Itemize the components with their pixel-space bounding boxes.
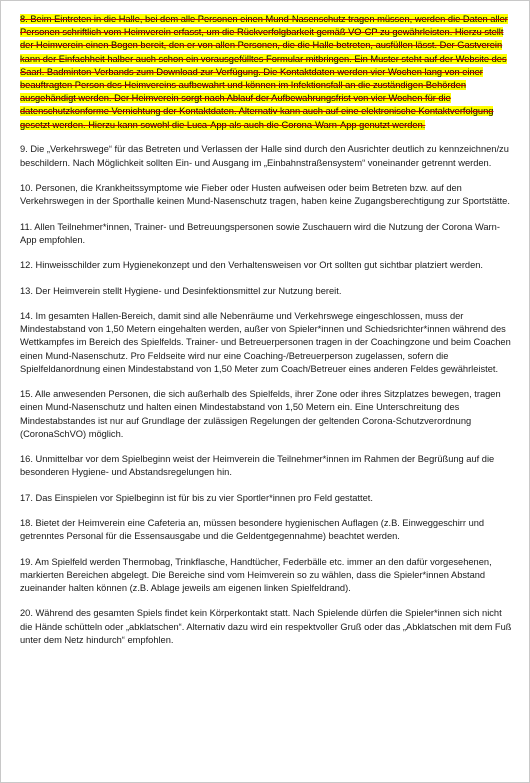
paragraph-15: 15. Alle anwesenden Personen, die sich außerhalb des Spielfelds, ihrer Zone oder ihres Sitzplatzes bewegen, tragen einen Mund-Nasenschutz und halten einen Mindestabstand von 1,50 Metern ein. Eine Unterschreitung des Mindestabstandes ist nur auf Grundlage der zulässigen Regelungen der geltenden Corona-Schutzverordnung (CoronaSchVO) möglich.	[20, 389, 501, 439]
paragraph-19: 19. Am Spielfeld werden Thermobag, Trinkflasche, Handtücher, Federbälle etc. immer an den dafür vorgesehenen, markierten Bereichen abgelegt. Die Bereiche sind vom Heimverein so zu wählen, dass die Spieler*innen Abstand zueinander halten können (z.B. Ablage jeweils am eigenen linken Spielfeldrand).	[20, 556, 492, 594]
document-body	[20, 13, 514, 659]
paragraph-17: 17. Das Einspielen vor Spielbeginn ist für bis zu vier Sportler*innen pro Feld gestattet.	[20, 492, 373, 503]
paragraph-11: 11. Allen Teilnehmer*innen, Trainer- und Betreuungspersonen sowie Zuschauern wird die Nutzung der Corona Warn-App empfohlen.	[20, 221, 500, 245]
paragraph-20: 20. Während des gesamten Spiels findet kein Körperkontakt statt. Nach Spielende dürfen die Spieler*innen sich nicht die Hände schütteln oder „abklatschen“. Alternativ dazu wird ein respektvoller Gruß oder das „Abklatschen mit dem Fuß unter dem Netz hindurch“ empfohlen.	[20, 608, 512, 645]
paragraph-13: 13. Der Heimverein stellt Hygiene- und Desinfektionsmittel zur Nutzung bereit.	[20, 285, 342, 296]
paragraph-12: 12. Hinweisschilder zum Hygienekonzept und den Verhaltensweisen vor Ort sollten gut sichtbar platziert werden.	[20, 260, 484, 271]
paragraph-18: 18. Bietet der Heimverein eine Cafeteria an, müssen besondere hygienischen Auflagen (z.B. Einweggeschirr und getrenntes Personal für die Essensausgabe und die Geldentgegennahme) beachtet werden.	[20, 518, 485, 542]
paragraph-8-text: 8. Beim Eintreten in die Halle, bei dem alle Personen einen Mund-Nasenschutz tragen müssen, werden die Daten aller Personen schriftlich vom Heimverein erfasst, um die Rückverfolgbarkeit gemäß VO-CP zu gewährleisten. Hierzu stellt der Heimverein einen Bogen bereit, den er von allen Personen, die die Halle betreten, ausfüllen lässt. Der Gastverein kann der Einfachheit halber auch schon ein vorausgefülltes Formular mitbringen. Ein Muster steht auf der Website des Saarl. Badminton-Verbands zum Download zur Verfügung. Die Kontaktdaten werden vier Wochen lang von einer beauftragten Person des Heimvereins aufbewahrt und können im Infektionsfall an die zuständigen Behörden ausgehändigt werden. Der Heimverein sorgt nach Ablauf der Aufbewahrungsfrist von vier Wochen für die datenschutzkonforme Vernichtung der Kontaktdaten. Alternativ kann auch auf eine elektronische Kontaktverfolgung gesetzt werden. Hierzu kann sowohl die Luca-App als auch die Corona-Warn-App genutzt werden.	[20, 14, 508, 130]
paragraph-9: 9. Die „Verkehrswege“ für das Betreten und Verlassen der Halle sind durch den Ausrichter deutlich zu kennzeichnen/zu beschildern. Nach Möglichkeit sollten Ein- und Ausgang im „Einbahnstraßensystem“ voneinander getrennt werden.	[20, 144, 509, 168]
paragraph-14: 14. Im gesamten Hallen-Bereich, damit sind alle Nebenräume und Verkehrswege eingeschlossen, muss der Mindestabstand von 1,50 Metern eingehalten werden, außer von Spieler*innen und Schiedsrichter*innen während des Wettkampfes im Bereich des Spielfelds. Trainer- und Betreuerpersonen tragen in der Coachingzone und beim Coachen einen Mund-Nasenschutz. Pro Feldseite wird nur eine Coaching-/Betreuerperson zugelassen, sofern die Spielfeldanordnung einen Mindestabstand von 1,50 Meter zum Coach/Betreuer eines anderen Feldes gewährleistet.	[20, 310, 511, 374]
paragraph-8	[20, 13, 514, 132]
paragraph-10: 10. Personen, die Krankheitssymptome wie Fieber oder Husten aufweisen oder beim Betreten bzw. auf den Verkehrswegen in der Sporthalle keinen Mund-Nasenschutz tragen, haben keine Zugangsberechtigung zur Sportstätte.	[20, 182, 510, 207]
paragraph-16: 16. Unmittelbar vor dem Spielbeginn weist der Heimverein die Teilnehmer*innen im Rahmen der Begrüßung auf die besonderen Hygiene- und Abstandsregelungen hin.	[20, 454, 495, 478]
